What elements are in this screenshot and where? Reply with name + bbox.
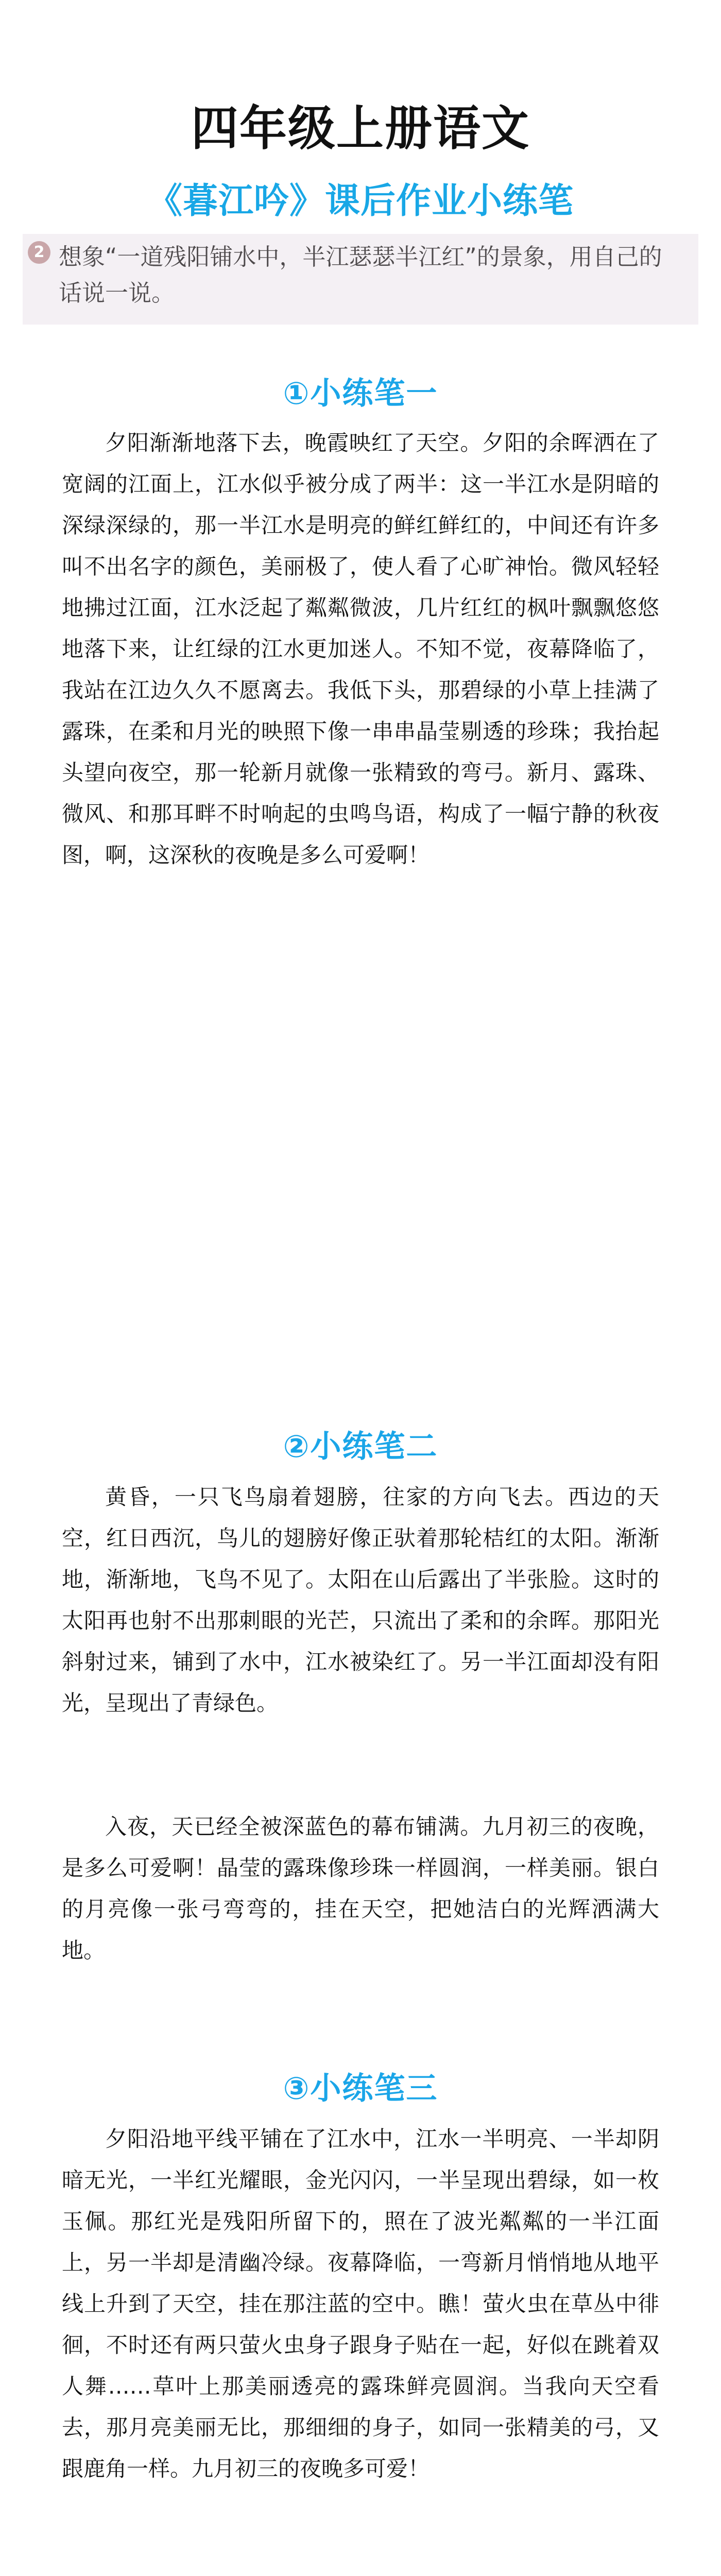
section-2-paragraph-1: 黄昏，一只飞鸟扇着翅膀，往家的方向飞去。西边的天空，红日西沉，鸟儿的翅膀好像正驮着那轮桔红的太阳。渐渐地，渐渐地，飞鸟不见了。太阳在山后露出了半张脸。这时的太阳再也射不出那刺眼的光芒，只流出了柔和的余晖。那阳光斜射过来，铺到了水中，江水被染红了。另一半江面却没有阳光，呈现出了青绿色。 [62, 1484, 659, 1716]
question-number-badge: 2 [28, 241, 50, 264]
section-heading-3: ③小练笔三 [283, 2071, 438, 2107]
section-2-paragraph-2: 入夜，天已经全被深蓝色的幕布铺满。九月初三的夜晚，是多么可爱啊！晶莹的露珠像珍珠一样圆润，一样美丽。银白的月亮像一张弓弯弯的，挂在天空，把她洁白的光辉洒满大地。 [62, 1814, 659, 1963]
question-box [23, 234, 698, 325]
section-3-paragraph-1: 夕阳沿地平线平铺在了江水中，江水一半明亮、一半却阴暗无光，一半红光耀眼，金光闪闪，一半呈现出碧绿，如一枚玉佩。那红光是残阳所留下的，照在了波光粼粼的一半江面上，另一半却是清幽冷绿。夜幕降临，一弯新月悄悄地从地平线上升到了天空，挂在那注蓝的空中。瞧！萤火虫在草丛中徘徊，不时还有两只萤火虫身子跟身子贴在一起，好似在跳着双人舞……草叶上那美丽透亮的露珠鲜亮圆润。当我向天空看去，那月亮美丽无比，那细细的身子，如同一张精美的弓，又跟鹿角一样。九月初三的夜晚多可爱！ [62, 2126, 659, 2481]
question-text: 想象“一道残阳铺水中，半江瑟瑟半江红”的景象，用自己的话说一说。 [59, 243, 662, 307]
page-subtitle: 《暮江吟》课后作业小练笔 [147, 181, 574, 222]
section-heading-1: ①小练笔一 [283, 376, 438, 412]
section-1-paragraph-1: 夕阳渐渐地落下去，晚霞映红了天空。夕阳的余晖洒在了宽阔的江面上，江水似乎被分成了两半：这一半江水是阴暗的深绿深绿的，那一半江水是明亮的鲜红鲜红的，中间还有许多叫不出名字的颜色，美丽极了，使人看了心旷神怡。微风轻轻地拂过江面，江水泛起了粼粼微波，几片红红的枫叶飘飘悠悠地落下来，让红绿的江水更加迷人。不知不觉，夜幕降临了，我站在江边久久不愿离去。我低下头，那碧绿的小草上挂满了露珠，在柔和月光的映照下像一串串晶莹剔透的珍珠；我抬起头望向夜空，那一轮新月就像一张精致的弯弓。新月、露珠、微风、和那耳畔不时响起的虫鸣鸟语，构成了一幅宁静的秋夜图，啊，这深秋的夜晚是多么可爱啊！ [62, 430, 659, 868]
page-title: 四年级上册语文 [191, 101, 530, 156]
section-heading-2: ②小练笔二 [283, 1429, 438, 1465]
